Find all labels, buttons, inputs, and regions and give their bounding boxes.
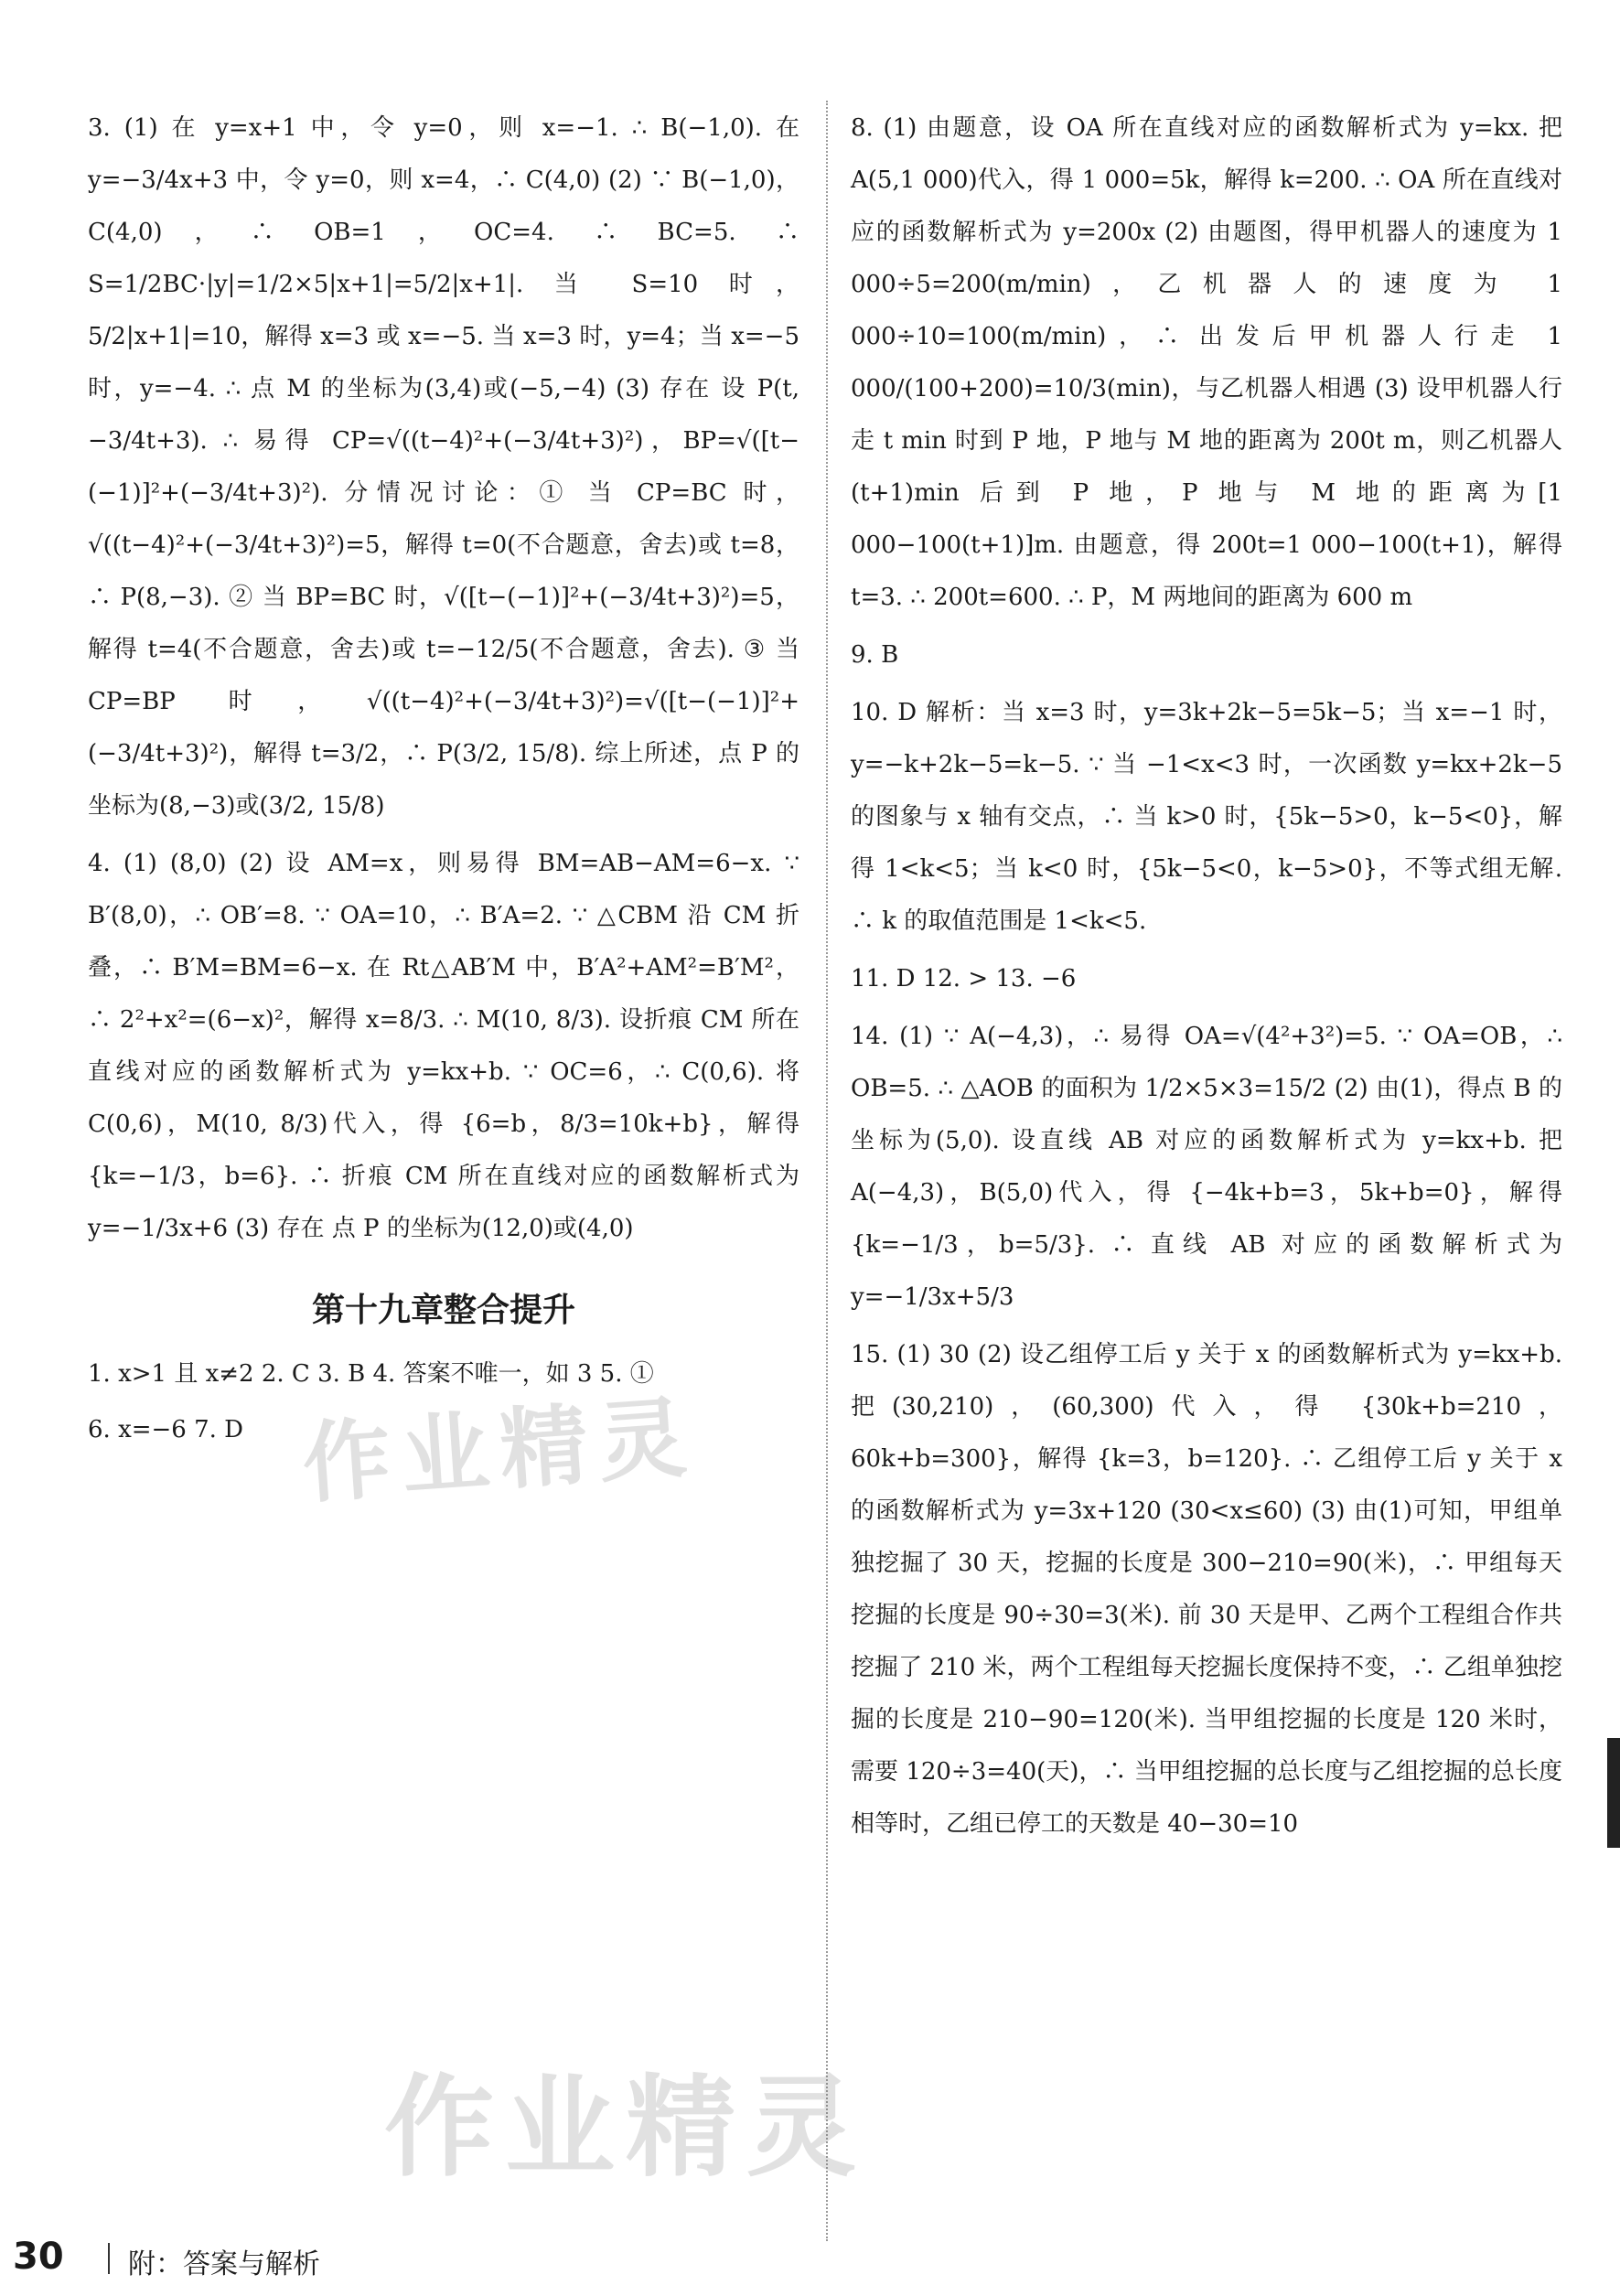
watermark-lower: 作业精灵 [384,2065,867,2192]
left-column [88,102,799,1460]
answer-q1-5: 1. x>1 且 x≠2 2. C 3. B 4. 答案不唯一，如 3 5. ① [88,1360,654,1388]
answer-q9: 9. B [851,641,899,669]
page-footer [0,2223,1620,2296]
column-divider [826,101,828,2241]
answer-q11-13: 11. D 12. > 13. −6 [851,965,1077,992]
answer-q8: 8. (1) 由题意，设 OA 所在直线对应的函数解析式为 y=kx. 把 A(5,1 000)代入，得 1 000=5k，解得 k=200. ∴ OA 所在直线对应的函数解析式为 y=200x (2) 由题图，得甲机器人的速度为 1 000÷5=200(m/min)，乙机器人的速度为 1 000÷10=100(m/min)，∴ 出发后甲机器人行走 1 000/(100+200)=10/3(min)，与乙机器人相遇 (3) 设甲机器人行走 t min 时到 P 地，P 地与 M 地的距离为 200t m，则乙机器人(t+1)min 后到 P 地，P 地与 M 地的距离为[1 000−100(t+1)]m. 由题意，得 200t=1 000−100(t+1)，解得 t=3. ∴ 200t=600. ∴ P，M 两地间的距离为 600 m [851,114,1562,611]
answer-q14: 14. (1) ∵ A(−4,3)，∴ 易得 OA=√(4²+3²)=5. ∵ OA=OB，∴ OB=5. ∴ △AOB 的面积为 1/2×5×3=15/2 (2) 由(1)，得点 B 的坐标为(5,0). 设直线 AB 对应的函数解析式为 y=kx+b. 把 A(−4,3)，B(5,0)代入，得 {−4k+b=3，5k+b=0}，解得 {k=−1/3，b=5/3}. ∴ 直线 AB 对应的函数解析式为 y=−1/3x+5/3 [851,1023,1562,1311]
page-number: 30 [13,2236,64,2278]
footer-separator [108,2243,110,2274]
footer-label: 附：答案与解析 [128,2248,320,2280]
answer-q6-7: 6. x=−6 7. D [88,1416,244,1443]
section-title: 第十九章整合提升 [311,1292,575,1329]
answer-q10: 10. D 解析：当 x=3 时，y=3k+2k−5=5k−5；当 x=−1 时，y=−k+2k−5=k−5. ∵ 当 −1<x<3 时，一次函数 y=kx+2k−5 的图象与 x 轴有交点，∴ 当 k>0 时，{5k−5>0，k−5<0}，解得 1<k<5；当 k<0 时，{5k−5<0，k−5>0}，不等式组无解. ∴ k 的取值范围是 1<k<5. [851,699,1562,935]
answer-q3: 3. (1) 在 y=x+1 中，令 y=0，则 x=−1. ∴ B(−1,0). 在 y=−3/4x+3 中，令 y=0，则 x=4，∴ C(4,0) (2) ∵ B(−1,0)，C(4,0)，∴ OB=1，OC=4. ∴ BC=5. ∴ S=1/2BC·|y|=1/2×5|x+1|=5/2|x+1|. 当 S=10 时，5/2|x+1|=10，解得 x=3 或 x=−5. 当 x=3 时，y=4；当 x=−5 时，y=−4. ∴ 点 M 的坐标为(3,4)或(−5,−4) (3) 存在 设 P(t, −3/4t+3). ∴ 易得 CP=√((t−4)²+(−3/4t+3)²)，BP=√([t−(−1)]²+(−3/4t+3)²). 分情况讨论：① 当 CP=BC 时，√((t−4)²+(−3/4t+3)²)=5，解得 t=0(不合题意，舍去)或 t=8，∴ P(8,−3). ② 当 BP=BC 时，√([t−(−1)]²+(−3/4t+3)²)=5，解得 t=4(不合题意，舍去)或 t=−12/5(不合题意，舍去). ③ 当 CP=BP 时，√((t−4)²+(−3/4t+3)²)=√([t−(−1)]²+(−3/4t+3)²)，解得 t=3/2，∴ P(3/2, 15/8). 综上所述，点 P 的坐标为(8,−3)或(3/2, 15/8) [88,114,799,820]
edge-tab [1607,1738,1620,1848]
watermark-upper: 作业精灵 [299,1386,701,1516]
answer-q15: 15. (1) 30 (2) 设乙组停工后 y 关于 x 的函数解析式为 y=kx+b. 把(30,210)，(60,300)代入，得 {30k+b=210，60k+b=300}，解得 {k=3，b=120}. ∴ 乙组停工后 y 关于 x 的函数解析式为 y=3x+120 (30<x≤60) (3) 由(1)可知，甲组单独挖掘了 30 天，挖掘的长度是 300−210=90(米)，∴ 甲组每天挖掘的长度是 90÷30=3(米). 前 30 天是甲、乙两个工程组合作共挖掘了 210 米，两个工程组每天挖掘长度保持不变，∴ 乙组单独挖掘的长度是 210−90=120(米). 当甲组挖掘的长度是 120 米时，需要 120÷3=40(天)，∴ 当甲组挖掘的总长度与乙组挖掘的总长度相等时，乙组已停工的天数是 40−30=10 [851,1341,1562,1838]
answer-q4: 4. (1) (8,0) (2) 设 AM=x，则易得 BM=AB−AM=6−x. ∵ B′(8,0)，∴ OB′=8. ∵ OA=10，∴ B′A=2. ∵ △CBM 沿 CM 折叠，∴ B′M=BM=6−x. 在 Rt△AB′M 中，B′A²+AM²=B′M²，∴ 2²+x²=(6−x)²，解得 x=8/3. ∴ M(10, 8/3). 设折痕 CM 所在直线对应的函数解析式为 y=kx+b. ∵ OC=6，∴ C(0,6). 将 C(0,6)，M(10, 8/3)代入，得 {6=b，8/3=10k+b}，解得 {k=−1/3，b=6}. ∴ 折痕 CM 所在直线对应的函数解析式为 y=−1/3x+6 (3) 存在 点 P 的坐标为(12,0)或(4,0) [88,850,799,1242]
right-column [851,102,1562,1856]
